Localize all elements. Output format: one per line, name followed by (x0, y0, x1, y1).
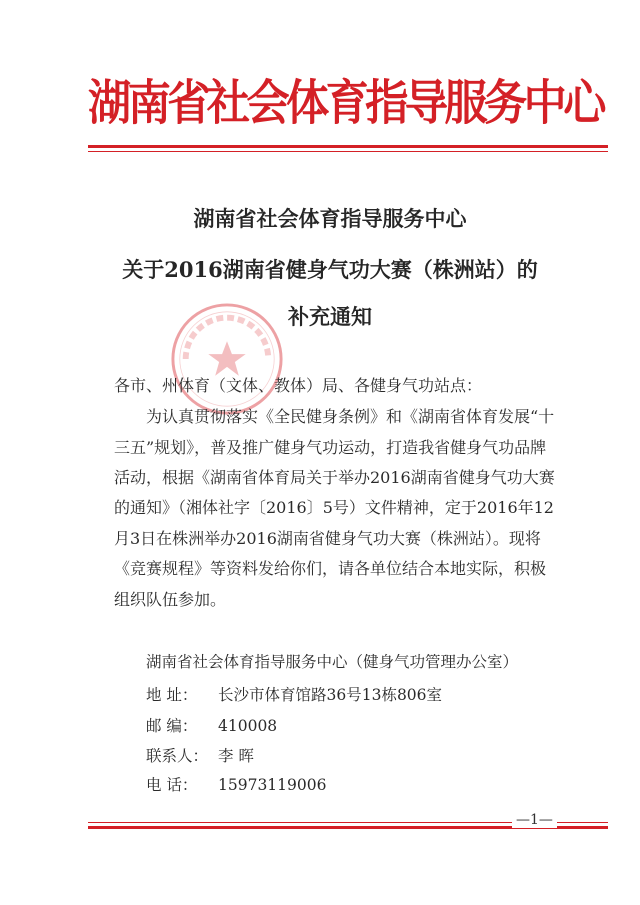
body-line-6: 《竞赛规程》等资料发给你们，请各单位结合本地实际，积极 (114, 559, 547, 578)
postcode-label: 邮 编： (146, 717, 198, 735)
letterhead-rule-thin (88, 151, 608, 152)
phone-label: 电 话： (146, 776, 198, 794)
document-title-line-3: 补充通知 (288, 304, 372, 329)
person-value: 李 晖 (218, 747, 254, 765)
person-label: 联系人： (146, 747, 209, 765)
contact-postcode (146, 714, 277, 736)
postcode-value: 410008 (218, 717, 278, 735)
salutation: 各市、州体育（文体、教体）局、各健身气功站点： (114, 376, 483, 395)
document-title-line-1: 湖南省社会体育指导服务中心 (193, 206, 467, 231)
body-line-4: 的通知》（湘体社字〔2016〕5号）文件精神，定于2016年12 (114, 498, 554, 517)
body-line-7: 组织队伍参加。 (114, 590, 227, 609)
phone-value: 15973119006 (218, 776, 327, 794)
address-value: 长沙市体育馆路36号13栋806室 (218, 686, 443, 704)
contact-phone (146, 773, 326, 795)
letterhead-title: 湖南省社会体育指导服务中心 (88, 75, 603, 131)
contact-address (146, 683, 442, 705)
body-line-5: 月3日在株洲举办2016湖南省健身气功大赛（株洲站）。现将 (114, 529, 541, 548)
contact-org: 湖南省社会体育指导服务中心（健身气功管理办公室） (146, 653, 519, 671)
official-seal-stamp (168, 300, 286, 418)
body-line-1: 为认真贯彻落实《全民健身条例》和《湖南省体育发展“十 (146, 407, 555, 426)
document-title-line-2: 关于2016湖南省健身气功大赛（株洲站）的 (122, 257, 538, 282)
page-number: —1— (512, 812, 557, 828)
letterhead-rule-thick (88, 145, 608, 148)
contact-person (146, 744, 254, 766)
address-label: 地 址： (146, 686, 198, 704)
body-line-2: 三五”规划》，普及推广健身气功运动，打造我省健身气功品牌 (114, 438, 547, 457)
body-line-3: 活动，根据《湖南省体育局关于举办2016湖南省健身气功大赛 (114, 468, 555, 487)
